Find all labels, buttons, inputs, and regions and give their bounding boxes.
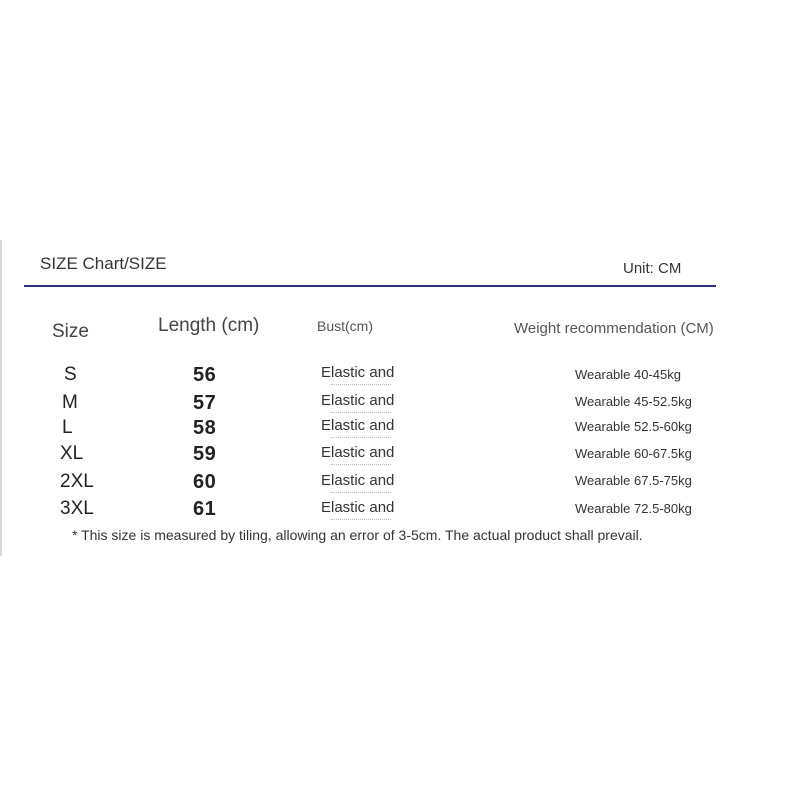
length-cell: 60 [193, 471, 217, 493]
table-row [0, 364, 800, 390]
length-cell: 59 [193, 443, 217, 465]
size-cell: XL [60, 443, 84, 464]
weight-cell: Wearable 45-52.5kg [575, 394, 692, 409]
size-cell: 3XL [60, 498, 94, 519]
column-header-length: Length (cm) [158, 315, 260, 336]
size-cell: S [64, 364, 77, 385]
size-cell: 2XL [60, 471, 94, 492]
column-header-bust: Bust(cm) [317, 318, 373, 334]
unit-label: Unit: CM [623, 260, 682, 277]
table-row [0, 471, 800, 497]
length-cell: 58 [193, 417, 217, 439]
table-row [0, 498, 800, 524]
header-divider [24, 285, 716, 287]
bust-cell: Elastic and [321, 364, 395, 381]
weight-cell: Wearable 40-45kg [575, 367, 681, 382]
size-cell: M [62, 392, 78, 413]
weight-cell: Wearable 67.5-75kg [575, 473, 692, 488]
weight-cell: Wearable 72.5-80kg [575, 501, 692, 516]
bust-cell: Elastic and [321, 417, 395, 434]
column-header-size: Size [52, 321, 89, 342]
size-cell: L [62, 417, 73, 438]
bust-cell: Elastic and [321, 499, 395, 516]
weight-cell: Wearable 60-67.5kg [575, 446, 692, 461]
table-row [0, 443, 800, 469]
bust-cell: Elastic and [321, 472, 395, 489]
footnote: * This size is measured by tiling, allowing an error of 3-5cm. The actual product shall prevail. [72, 527, 643, 543]
table-row [0, 417, 800, 443]
column-header-weight: Weight recommendation (CM) [514, 320, 714, 337]
length-cell: 56 [193, 364, 217, 386]
chart-title: SIZE Chart/SIZE [40, 254, 167, 273]
length-cell: 61 [193, 498, 217, 520]
table-row [0, 392, 800, 418]
bust-cell: Elastic and [321, 392, 395, 409]
bust-cell: Elastic and [321, 444, 395, 461]
weight-cell: Wearable 52.5-60kg [575, 419, 692, 434]
length-cell: 57 [193, 392, 217, 414]
